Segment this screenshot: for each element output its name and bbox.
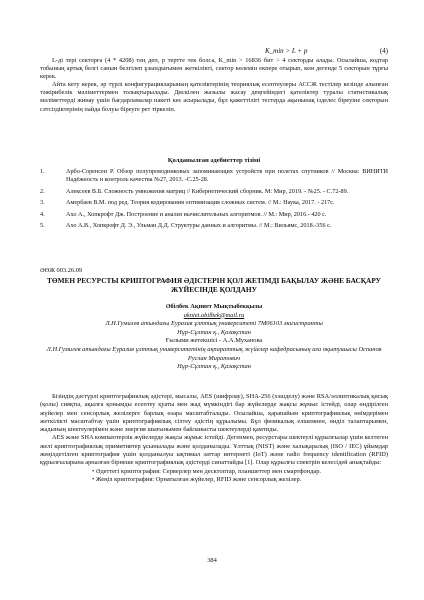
reference-text: Арбо-Соренсен Р. Обзор полупроводниковых запоминающих устройств при полетах спутников // Москва: ВИНИТИ Надёжность и контроль качества №27, 2013. -С.25-28. [66,168,388,184]
reference-item [40,168,388,185]
reference-number: 2. [40,187,45,195]
supervisor-line: Ғылыми жетекшісі - А.А.Муханова [165,337,263,345]
reference-number: 5. [40,222,45,230]
reference-item [40,211,388,219]
author-city: Нұр-Сұлтан қ., Қазақстан [177,328,251,336]
article-title: ТӨМЕН РЕСУРСТЫ КРИПТОГРАФИЯ ӘДІСТЕРІН ҚОЛ ЖЕТІМДІ БАҚЫЛАУ ЖӘНЕ БАСҚАРУ ЖҮЙЕСІНДЕ ҚОЛДАНУ [47,276,381,294]
body-paragraph-2: AES және SHA компьютерлік жүйелерде жақсы жұмыс істейді. Дегенмен, ресурстары шектеулі құрылғылар үшін келтеген желі криптографиялық примитивтер ұсынылады және қолданылады. Ұлттық (NIST) және халықаралық (ISO / IEC) ұйымдар жеңілдетілген криптография үшін қолданылуы ықтимал заттар интернеті (IoT) және radio frequency identification (RFID) құрылғыларына арналған бірнеше криптографиялық әдістерді сипаттайды [1]. Олар құрылғы спектрін келесідей анықтайды: [40,434,388,467]
reference-text: Ахо А., Хопкрофт Дж. Построение и анализ вычислительных алгоритмов. // М.: Мир, 2016.- 420 с. [66,210,327,218]
formula: K_min > L + p [265,47,308,55]
reference-item [40,188,388,196]
list-item: • Әдеттегі криптография: Серверлер мен десктоптар, планшеттер мен смартфондар. [92,468,388,476]
intro-paragraph-1: L-ді тері секторға (4 * 4208) тең деп, р тертте тек болса, K_min > 16836 бит > 4 секторды алады. Осылайша, кодтар тобының артық белгі санын белгілеп ұзындығымен жеткілікті, сектор көлемін екпере отырып, кем дегенде 5 секторын тұрғы керек. [40,57,388,81]
page-number: 384 [207,557,217,564]
supervisor-affiliation: Л.Н.Гумилев атындағы Еуразия ұлттық университетінің ақпараттық жүйелер кафедрасының аға оқытушысы Оспанов Руслан Миратович [46,345,382,362]
author-email[interactable]: akniet.abilbek@mail.ru [183,311,245,319]
supervisor-city: Нұр-Сұлтан қ., Қазақстан [177,363,251,371]
article-body [40,393,388,484]
reference-text: Амербаев В.М. под ред. Теория кодирования оптимизация сложных систем. // М.: Наука, 2017. - 217с. [66,199,335,207]
reference-number: 1. [40,168,45,175]
device-spectrum-list [40,468,388,485]
author-name: Әбілбек Ақниет Мықтыбекқызы [165,303,263,310]
author-block [40,303,388,372]
reference-item [40,222,388,230]
intro-paragraph-2: Айта кету керек, әр түрлі конфигурацияларының қателіктерінің теориялық есептеулеры АССЖ тестілер кезінде алынған тәжірибелік мәліметтермен толықтырылады. Дискілен жазылы жасау деңгейіндегі қателіктер туралы статистикалық мәліметтерді жинау үшін бағдарламалар пакеті кеє асырылады, бұл қажеттілігі тестерда ақынынақ ізделес біреуіне секторын сәтсіздіктерінің пайда болуы біреуге рет тіркеліп. [40,81,388,113]
author-affiliation: Л.Н.Гумилев атындағы Еуразия ұлттық университеті 7М06103 магистранты [105,320,323,328]
body-paragraph-1: Бізіндің дәстүрлі криптографиялық әдістері, мысалы, AES (шифрлау), SHA-256 (хэшделу) және RSA/эллиптикалық қисық (қолы) сияқты, ақылға қонымды есептеу қуаты мен жад мүмкіндігі бар жүйелерде жақсы жұмыс істейді, олар өндірілген жүйелер мен сенсорлық желілерге барлық өзара масштабталады. Осылайша, қарапайым криптографиялық өнімдерімен жеткілікті масштабтау үшін криптографиялық сілтеу әдістің құрылымы. Бұл физикалық елшемнен, өнділ талаптарымен, жадының шектеулерімен және энергия шығынымен байланысты шектеулерді қамтиды. [40,393,388,434]
reference-number: 3. [40,199,45,207]
reference-text: Алексеев В.Б. Сложность умножения матриц // Кибернетический сборник. М: Мир, 2019. - №25. - С.72-89. [66,187,349,195]
reference-number: 4. [40,210,45,218]
formula-number: (4) [379,47,388,55]
reference-item [40,199,388,207]
list-item: • Жеңіл криптография: Орнатылған жүйелер, RFID және сенсорлық желілер. [92,476,388,484]
references-list [40,168,388,233]
intro-text [40,57,388,114]
references-title: Қолданылған әдебиеттер тізімі [167,157,261,164]
udc-code: ӘӨЖ 003.26.09 [40,267,83,274]
reference-text: Ахо А.В., Хопкрофт Д. Э., Ульман Д.Д. Структуры данных и алгоритмы. // М.: Вильямс, 2018.-356 с. [66,222,332,230]
